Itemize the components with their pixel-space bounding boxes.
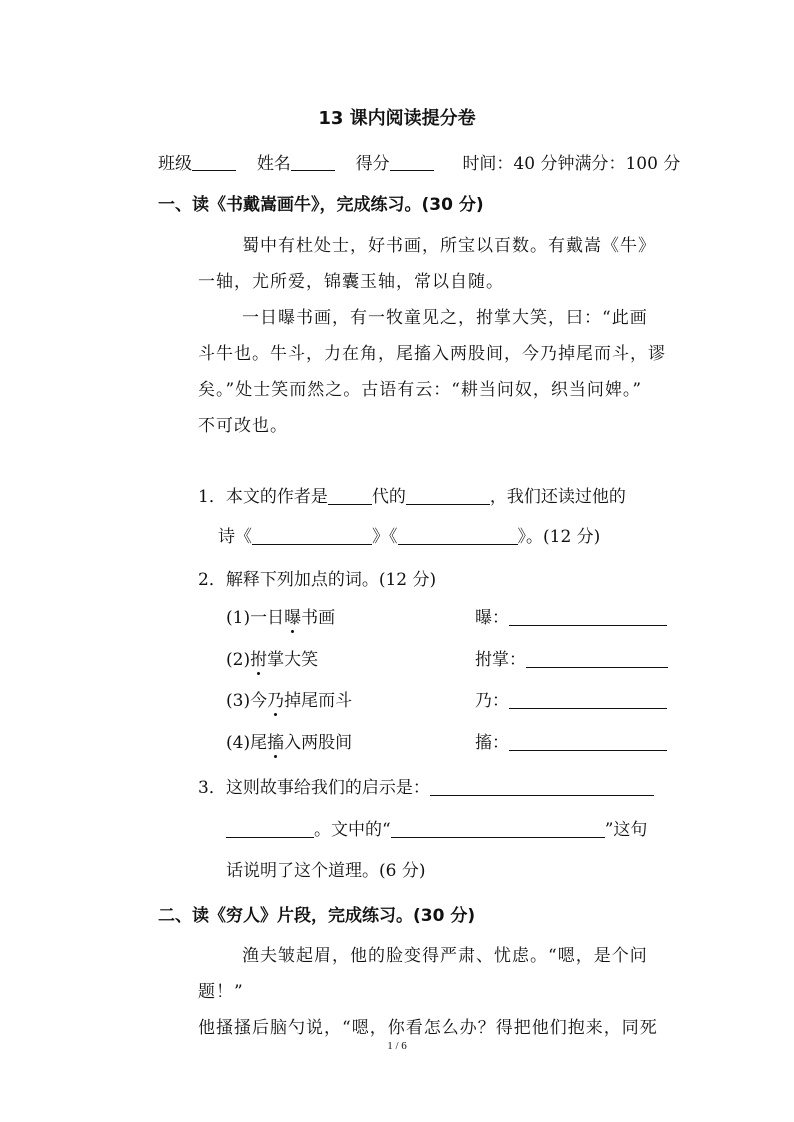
- q2-item-3: (3)今乃掉尾而斗: [226, 686, 352, 711]
- passage-line: 斗牛也。牛斗，力在角，尾搐入两股间，今乃掉尾而斗，谬: [198, 344, 666, 364]
- answer-blank[interactable]: [526, 649, 668, 668]
- question-1-line1: 1．本文的作者是 代的 ，我们还读过他的: [198, 487, 626, 507]
- name-label: 姓名: [256, 154, 291, 174]
- question-number: 3．: [198, 778, 226, 798]
- question-number: 2．: [198, 570, 226, 590]
- section2-heading: 二、读《穷人》片段，完成练习。(30 分): [158, 906, 476, 926]
- passage-line: 他搔搔后脑勺说，“嗯，你看怎么办？得把他们抱来，同死: [198, 1018, 658, 1038]
- question-3-line3: 话说明了这个道理。(6 分): [226, 861, 426, 881]
- quote-blank[interactable]: [391, 819, 605, 838]
- class-label: 班级: [158, 154, 192, 174]
- lesson-blank[interactable]: [430, 777, 654, 796]
- question-3-line1: 3．这则故事给我们的启示是：: [198, 773, 654, 798]
- passage-line: 渔夫皱起眉，他的脸变得严肃、忧虑。“嗯，是个问题！”: [198, 946, 648, 1002]
- q2-item-1: (1)一日曝书画: [226, 603, 335, 628]
- q2-answer-1: 曝：: [475, 603, 667, 628]
- score-label: 得分: [355, 154, 390, 174]
- class-blank[interactable]: [192, 152, 236, 171]
- q2-answer-3: 乃：: [475, 686, 667, 711]
- passage-line: 蜀中有杜处士，好书画，所宝以百数。有戴嵩《牛》: [242, 236, 656, 256]
- lesson-blank-cont[interactable]: [226, 819, 314, 838]
- page-title: 13 课内阅读提分卷: [318, 108, 476, 129]
- question-number: 1．: [198, 487, 226, 507]
- score-blank[interactable]: [390, 152, 434, 171]
- section2-passage: [198, 938, 676, 1046]
- answer-blank[interactable]: [509, 607, 667, 626]
- question-1-line2: 诗《 》《 》。(12 分): [218, 527, 601, 547]
- passage-line: 一轴，尤所爱，锦囊玉轴，常以自随。: [198, 272, 504, 292]
- q2-item-4: (4)尾搐入两股间: [226, 728, 352, 753]
- poem1-blank[interactable]: [252, 526, 372, 545]
- author-blank[interactable]: [328, 486, 372, 505]
- q2-answer-4: 搐：: [475, 728, 667, 753]
- time-info: 时间：40 分钟满分：100 分: [462, 154, 681, 174]
- q2-answer-2: 拊掌：: [475, 645, 668, 670]
- question-2: 2．解释下列加点的词。(12 分): [198, 570, 437, 590]
- page-number: 1 / 6: [387, 1040, 407, 1052]
- poem2-blank[interactable]: [398, 526, 518, 545]
- student-info-row: [158, 149, 681, 174]
- section1-heading: 一、读《书戴嵩画牛》，完成练习。(30 分): [158, 195, 484, 215]
- answer-blank[interactable]: [509, 732, 667, 751]
- passage-line: 矣。”处士笑而然之。古语有云：“耕当问奴，织当问婢。”: [198, 380, 643, 400]
- passage-line: 不可改也。: [198, 416, 288, 436]
- answer-blank[interactable]: [509, 690, 667, 709]
- question-3-line2: 。文中的“ ”这句: [226, 815, 647, 840]
- name-blank[interactable]: [291, 152, 335, 171]
- q2-item-2: (2)拊掌大笑: [226, 645, 318, 670]
- dynasty-blank[interactable]: [406, 486, 490, 505]
- section1-passage: [198, 228, 676, 444]
- passage-line: 一日曝书画，有一牧童见之，拊掌大笑，曰：“此画: [242, 308, 648, 328]
